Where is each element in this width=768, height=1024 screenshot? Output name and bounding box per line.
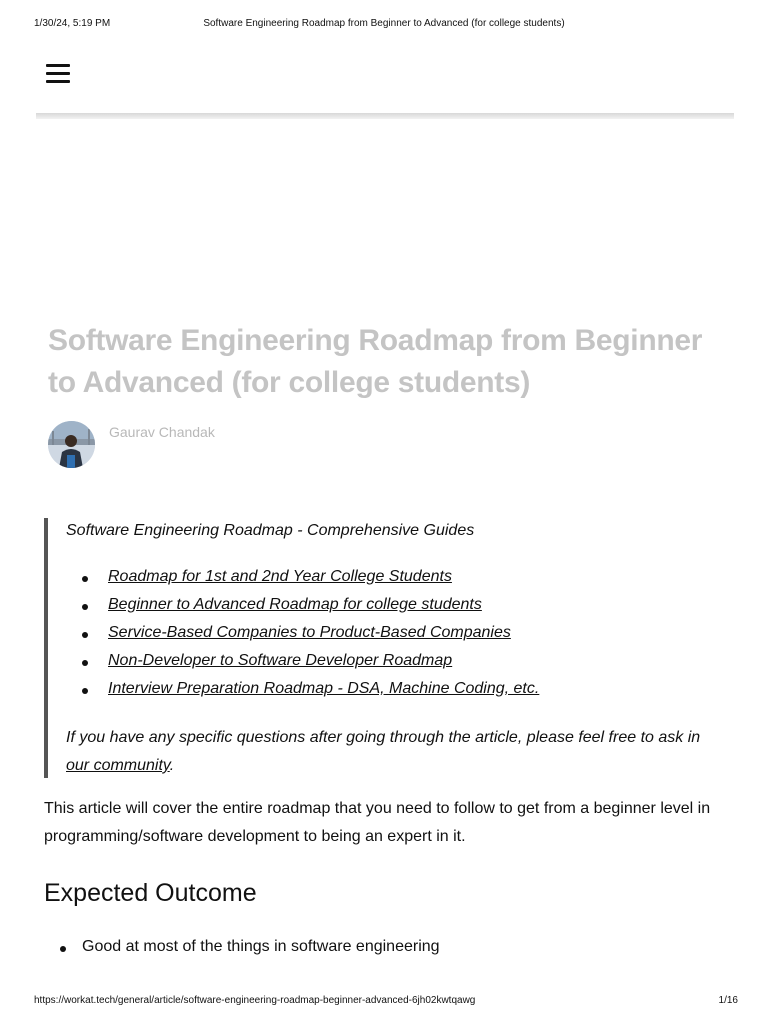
avatar-photo	[48, 421, 95, 468]
guides-callout	[44, 518, 734, 778]
article-title: Software Engineering Roadmap from Beginner to Advanced (for college students)	[48, 324, 703, 399]
guide-link-non-developer[interactable]: Non-Developer to Software Developer Roadmap	[108, 652, 453, 669]
expected-outcome-heading: Expected Outcome	[44, 879, 257, 907]
guide-link-interview-prep[interactable]: Interview Preparation Roadmap - DSA, Machine Coding, etc.	[108, 680, 540, 697]
guides-link-list	[66, 568, 539, 708]
hamburger-menu-icon[interactable]	[46, 62, 70, 84]
expected-outcome-list	[44, 938, 440, 956]
list-item: Good at most of the things in software engineering	[44, 938, 440, 956]
callout-heading: Software Engineering Roadmap - Comprehensive Guides	[66, 522, 475, 539]
guide-link-service-product[interactable]: Service-Based Companies to Product-Based Companies	[108, 624, 511, 641]
intro-paragraph: This article will cover the entire roadmap that you need to follow to get from a beginner level in programming/software development to being an expert in it.	[44, 800, 711, 845]
print-header	[34, 18, 734, 32]
list-item	[66, 680, 539, 708]
menu-bar-bottom	[46, 80, 70, 83]
print-document-title: Software Engineering Roadmap from Beginner to Advanced (for college students)	[203, 18, 565, 29]
list-item	[66, 624, 539, 652]
guide-link-first-second-year[interactable]: Roadmap for 1st and 2nd Year College Students	[108, 568, 452, 585]
menu-bar-top	[46, 64, 70, 67]
print-page-number: 1/16	[718, 995, 738, 1006]
print-url: https://workat.tech/general/article/software-engineering-roadmap-beginner-advanced-6jh02kwtqawg	[34, 995, 476, 1006]
print-datetime: 1/30/24, 5:19 PM	[34, 18, 111, 29]
guide-link-beginner-advanced[interactable]: Beginner to Advanced Roadmap for college students	[108, 596, 482, 613]
menu-bar-middle	[46, 72, 70, 75]
author-avatar[interactable]	[48, 421, 95, 468]
list-item	[66, 596, 539, 624]
nav-divider	[36, 113, 734, 119]
author-name[interactable]: Gaurav Chandak	[109, 424, 215, 440]
list-item	[66, 568, 539, 596]
callout-note	[66, 724, 726, 780]
callout-note-text: If you have any specific questions after going through the article, please feel free to ask in	[66, 729, 701, 746]
print-footer	[34, 995, 738, 1009]
callout-note-suffix: .	[169, 757, 175, 774]
list-item	[66, 652, 539, 680]
community-link[interactable]: our community	[66, 757, 170, 774]
